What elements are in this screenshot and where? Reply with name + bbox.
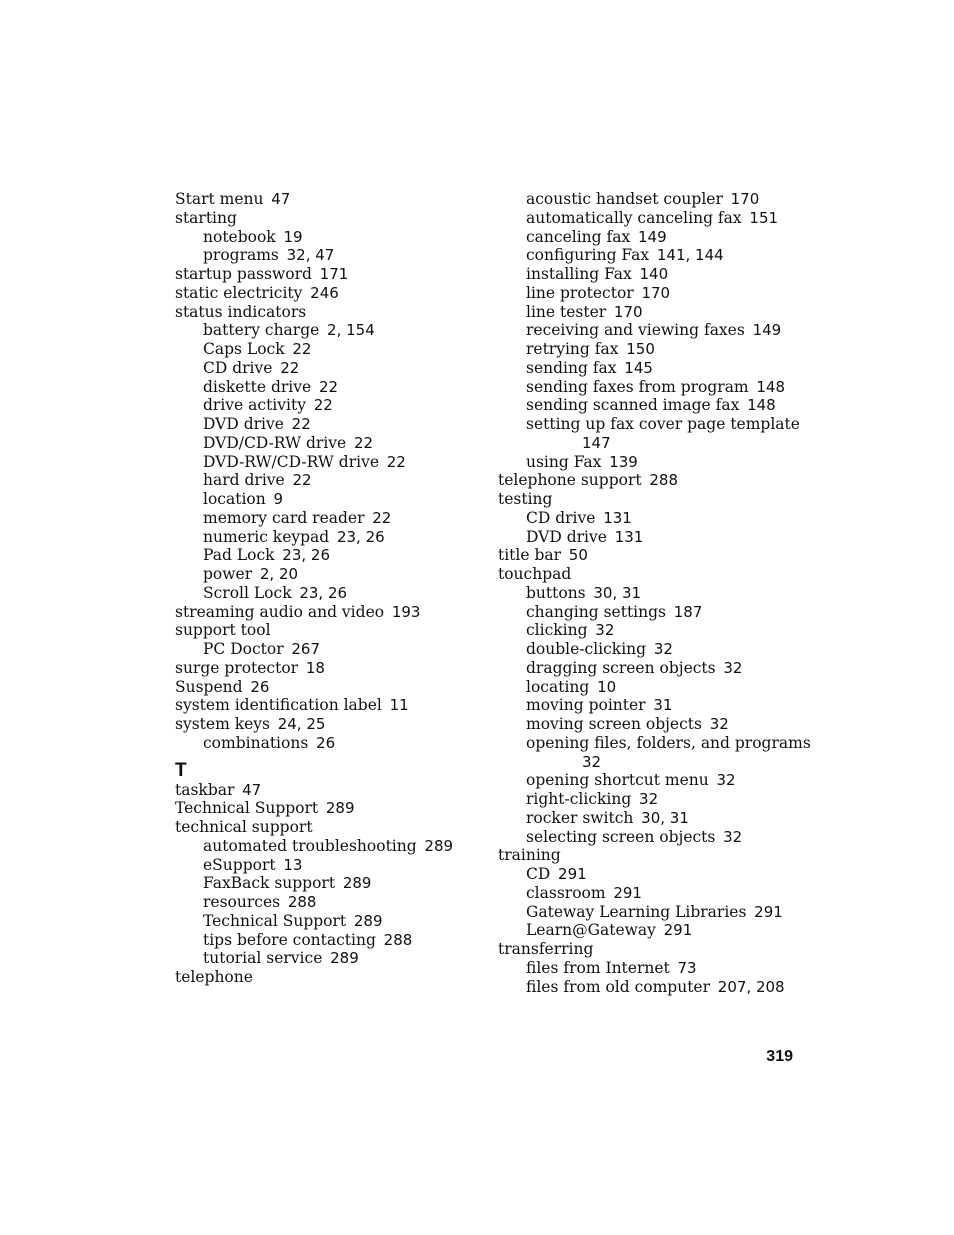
index-subentry [498,921,798,940]
index-term: Start menu [175,190,264,208]
index-term: Pad Lock [203,546,275,565]
index-page-refs: 31 [653,696,673,715]
index-entry [175,818,485,837]
index-entry [175,659,485,678]
index-page-refs: 207, 208 [717,977,785,996]
index-term: diskette drive [203,377,312,396]
index-subentry [498,284,798,303]
index-page-refs: 288 [287,893,317,911]
index-column-left [175,190,485,987]
index-term: technical support [175,818,313,836]
index-subentry [498,246,798,265]
index-entry [175,968,485,987]
index-term: telephone [175,968,253,986]
index-entry [175,696,485,715]
index-page-refs: 47 [242,780,262,799]
index-term: eSupport [203,855,276,874]
index-page-refs: 267 [291,640,321,658]
index-term: support tool [175,621,271,640]
index-page-refs: 22 [292,340,312,358]
index-subentry [175,434,485,453]
index-term: taskbar [175,780,235,799]
index-continuation [498,434,798,453]
index-entry [175,284,485,303]
index-page-refs: 289 [330,949,359,968]
index-page-refs: 23, 26 [282,546,330,565]
index-subentry [175,546,485,565]
index-page-refs: 141, 144 [656,246,724,265]
index-subentry [175,453,485,472]
index-page-refs: 289 [353,911,383,930]
index-term: CD drive [203,358,273,377]
index-page-refs: 288 [649,471,678,490]
index-term: PC Doctor [203,640,284,658]
index-page-refs: 151 [749,208,779,227]
index-page-refs: 145 [624,358,653,377]
index-term: static electricity [175,283,303,302]
index-page-refs: 30, 31 [641,808,689,827]
index-term: moving screen objects [526,715,702,733]
index-subentry [175,584,485,603]
index-entry [175,303,485,322]
index-page-refs: 23, 26 [336,527,385,546]
index-page-refs: 47 [271,190,291,208]
index-term: files from Internet [526,958,670,977]
index-term: memory card reader [203,508,365,527]
index-term: automatically canceling fax [526,208,742,227]
index-page-refs: 30, 31 [593,583,642,602]
index-page-refs: 2, 154 [327,321,375,340]
index-subentry [498,865,798,884]
index-term: Caps Lock [203,340,285,358]
index-page-refs: 139 [609,452,638,471]
index-page-refs: 22 [313,396,333,415]
index-subentry [175,837,485,856]
index-page-refs: 149 [637,227,667,246]
index-page-refs: 131 [603,508,632,527]
index-subentry [498,733,811,753]
index-subentry [498,603,798,622]
index-subentry [498,321,798,340]
index-page-refs: 131 [614,527,644,546]
index-subentry [498,209,798,228]
index-page-refs: 19 [283,227,303,246]
index-subentry [498,528,798,547]
index-entry [498,565,798,584]
index-term: resources [203,893,281,911]
index-subentry [498,640,798,659]
index-term: selecting screen objects [526,827,716,846]
index-page-refs: 149 [752,321,782,340]
index-page-refs: 171 [319,265,349,283]
index-column-right [498,190,811,996]
index-term: setting up fax cover page template [526,415,800,433]
index-term: automated troubleshooting [203,836,417,855]
index-page-refs: 2, 20 [259,565,299,583]
index-term: Scroll Lock [203,583,292,602]
index-subentry [498,790,798,809]
index-subentry [498,659,798,678]
index-term: training [498,846,561,865]
index-entry [175,265,485,284]
index-page-refs: 22 [372,508,392,527]
index-term: acoustic handset coupler [526,190,723,208]
index-term: receiving and viewing faxes [526,321,745,340]
index-page-refs: 170 [641,283,671,302]
index-page-refs: 289 [424,836,454,855]
index-term: CD drive [526,508,596,527]
index-term: Gateway Learning Libraries [526,902,747,921]
index-subentry [175,321,485,340]
index-term: hard drive [203,471,285,490]
index-page-refs: 9 [273,490,284,508]
index-subentry [175,490,485,509]
index-page-refs: 187 [673,602,703,621]
index-term: line protector [526,283,634,302]
index-page-refs: 32 [716,771,736,790]
index-subentry [498,415,798,434]
index-term: drive activity [203,396,306,415]
index-subentry [498,809,798,828]
index-subentry [498,828,798,847]
index-entry [498,846,798,865]
index-subentry [498,340,798,359]
index-entry [175,799,485,818]
index-page-refs: 148 [747,396,776,415]
index-subentry [498,584,798,603]
index-entry [175,715,485,734]
index-term: combinations [203,733,309,752]
index-entry [175,209,485,228]
index-page-refs: 291 [558,865,587,883]
index-page-refs: 32 [582,752,602,771]
index-subentry [175,856,485,875]
index-page-refs: 291 [663,921,693,940]
index-page-refs: 73 [677,958,697,977]
index-term: tutorial service [203,949,323,968]
index-entry [175,603,485,622]
index-page-refs: 150 [626,340,655,358]
index-page-refs: 140 [639,265,669,283]
index-page-refs: 32 [595,621,615,640]
index-page-refs: 22 [280,358,300,377]
index-entry [175,190,485,209]
index-entry [498,940,798,959]
index-page-refs: 50 [568,546,588,565]
index-subentry [498,678,798,697]
index-page-refs: 18 [305,658,325,677]
index-term: classroom [526,883,606,902]
index-subentry [175,734,485,753]
index-subentry [175,931,485,950]
index-term: locating [526,677,590,696]
index-page-refs: 32 [653,640,673,658]
index-page-refs: 22 [353,433,374,452]
index-term: title bar [498,546,562,565]
index-letter-heading: T [175,759,187,781]
index-term: notebook [203,227,276,246]
index-page-refs: 291 [754,902,783,921]
index-subentry [175,246,485,265]
index-term: DVD drive [203,415,284,433]
index-entry [175,678,485,697]
index-page-refs: 170 [613,302,643,321]
index-term: startup password [175,265,312,283]
index-subentry [175,528,485,547]
index-page-refs: 13 [283,855,303,874]
index-subentry [175,912,485,931]
index-page-refs: 24, 25 [277,715,326,733]
index-subentry [175,949,485,968]
index-page-refs: 288 [383,930,413,949]
index-term: system identification label [175,696,382,715]
index-page-refs: 170 [730,190,760,208]
index-term: buttons [526,583,586,602]
index-term: Technical Support [203,911,347,930]
index-subentry [175,874,485,893]
index-term: surge protector [175,658,299,677]
index-term: DVD drive [526,527,607,546]
index-term: opening shortcut menu [526,771,709,790]
index-page-refs: 26 [250,677,270,696]
index-page-refs: 22 [386,452,406,471]
index-subentry [498,303,798,322]
index-term: using Fax [526,452,602,471]
index-term: sending faxes from program [526,377,749,396]
index-entry [498,546,798,565]
index-page-refs: 289 [325,799,355,818]
index-term: sending fax [526,358,617,377]
index-page-refs: 10 [597,677,617,696]
index-term: changing settings [526,602,666,621]
index-term: DVD/CD-RW drive [203,433,347,452]
index-term: Learn@Gateway [526,921,656,940]
index-page-refs: 193 [391,602,421,621]
index-subentry [175,640,485,659]
index-subentry [498,696,798,715]
index-term: transferring [498,940,594,958]
index-term: canceling fax [526,227,631,246]
index-subentry [498,884,798,903]
page-number: 319 [766,1048,793,1065]
index-term: starting [175,208,237,227]
index-subentry [175,471,485,490]
index-term: files from old computer [526,977,711,996]
index-term: retrying fax [526,340,619,358]
index-term: CD [526,865,551,883]
index-subentry [498,378,798,397]
index-term: double-clicking [526,640,647,658]
index-page-refs: 22 [292,471,312,490]
index-page-refs: 26 [316,733,336,752]
index-term: opening files, folders, and programs [526,733,811,752]
index-subentry [175,359,485,378]
index-subentry [498,621,798,640]
index-page-refs: 32, 47 [286,246,335,265]
index-page-refs: 32 [723,658,743,677]
index-page-refs: 22 [291,415,311,433]
index-subentry [498,453,798,472]
index-subentry [498,190,798,209]
index-subentry [498,359,798,378]
index-page-refs: 11 [389,696,409,715]
index-subentry [498,903,798,922]
index-subentry [498,228,798,247]
index-page-refs: 22 [318,377,339,396]
index-term: battery charge [203,321,320,340]
index-entry [498,471,798,490]
index-entry [498,490,798,509]
index-subentry [498,265,798,284]
index-page-refs: 148 [756,377,786,396]
index-page-refs: 23, 26 [299,583,348,602]
index-subentry [175,228,485,247]
index-term: FaxBack support [203,874,336,893]
index-term: rocker switch [526,808,634,827]
index-page-refs: 289 [342,874,372,893]
index-term: streaming audio and video [175,602,385,621]
index-entry [175,781,485,800]
index-term: right-clicking [526,790,632,808]
index-term: configuring Fax [526,246,650,265]
index-subentry [498,509,798,528]
index-term: moving pointer [526,696,646,715]
index-subentry [498,715,798,734]
index-term: touchpad [498,565,572,583]
index-page-refs: 291 [613,883,642,902]
index-term: status indicators [175,302,307,321]
index-term: Technical Support [175,799,319,818]
index-subentry [498,396,798,415]
index-term: DVD-RW/CD-RW drive [203,452,380,471]
index-term: Suspend [175,677,243,696]
index-term: tips before contacting [203,930,376,949]
index-subentry [175,565,485,584]
index-subentry [175,396,485,415]
index-subentry [175,415,485,434]
index-term: installing Fax [526,265,632,283]
index-subentry [175,340,485,359]
index-subentry [498,978,798,997]
index-subentry [498,771,798,790]
index-term: numeric keypad [203,527,330,546]
index-entry [175,621,485,640]
index-term: power [203,565,253,583]
index-subentry [175,509,485,528]
index-subentry [175,378,485,397]
index-continuation [498,753,798,772]
index-term: testing [498,490,553,508]
index-term: dragging screen objects [526,658,716,677]
index-term: system keys [175,715,270,733]
index-term: programs [203,246,279,265]
index-subentry [175,893,485,912]
index-subentry [498,959,798,978]
index-page-refs: 32 [723,827,743,846]
index-page-refs: 246 [310,283,339,302]
index-term: sending scanned image fax [526,396,740,415]
index-term: location [203,490,266,508]
index-page-refs: 32 [639,790,659,808]
index-term: clicking [526,621,588,640]
index-term: telephone support [498,471,642,490]
index-page-refs: 32 [709,715,729,733]
index-page-refs: 147 [582,433,611,452]
index-term: line tester [526,302,607,321]
